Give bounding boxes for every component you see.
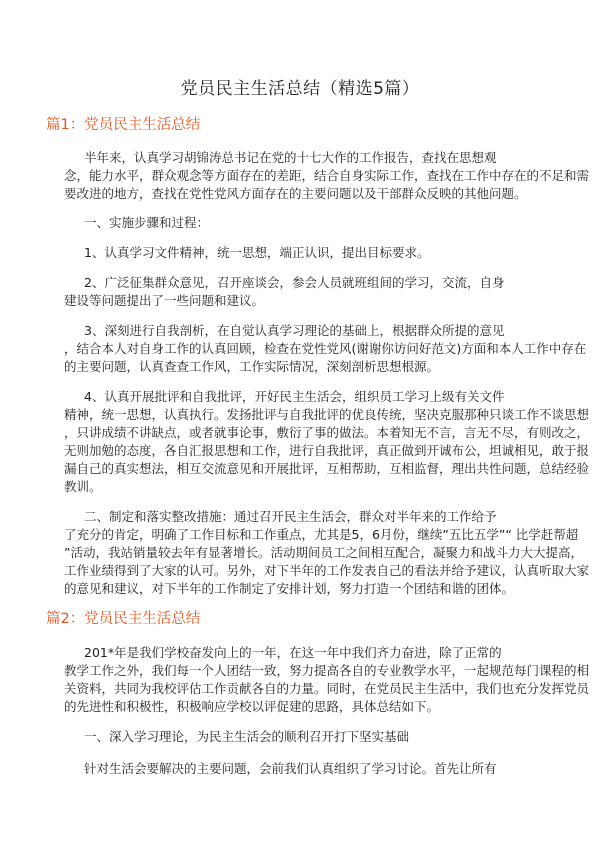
paragraph-line: ”活动，我站销量较去年有显著增长。活动期间员工之间相互配合，凝聚力和战斗力大大提高， [64,545,583,560]
paragraph-line: ，只讲成绩不讲缺点，或者就事论事，敷衍了事的做法。本着知无不言，言无不尽，有则改之， [64,425,590,440]
section-2-heading: 篇2：党员民主生活总结 [46,611,201,627]
paragraph-line: 一、深入学习理论，为民主生活会的顺利召开打下坚实基础 [84,729,410,744]
paragraph-line: 的意见和建议，对下半年的工作制定了安排计划，努力打造一个团结和谐的团体。 [64,581,515,596]
paragraph-line: 了充分的肯定，明确了工作目标和工作重点，尤其是5，6月份，继续”五比五学”“ 比学赶帮超 [64,527,579,542]
paragraph-line: 无则加勉的态度，各自汇报思想和工作，进行自我批评，真正做到开诚布公，坦诚相见，敢于报 [64,443,590,458]
paragraph-line: 念，能力水平，群众观念等方面存在的差距，结合自身实际工作，查找在工作中存在的不足和需 [64,168,590,183]
paragraph-line: 3、深刻进行自我剖析，在自觉认真学习理论的基础上，根据群众所提的意见 [84,323,505,338]
paragraph-line: 漏自己的真实想法，相互交流意见和开展批评，互相帮助，互相监督，理出共性问题，总结经验 [64,461,590,476]
paragraph-line: 4、认真开展批评和自我批评，开好民主生活会，组织员工学习上级有关文件 [84,389,505,404]
paragraph-line: 针对生活会要解决的主要问题，会前我们认真组织了学习讨论。首先让所有 [84,761,497,776]
section-1-heading: 篇1：党员民主生活总结 [46,117,201,133]
paragraph-line: 教学工作之外，我们每一个人团结一致，努力提高各自的专业教学水平，一起规范每门课程的相 [64,663,590,678]
paragraph-line: 1、认真学习文件精神，统一思想，端正认识，提出目标要求。 [84,245,430,260]
paragraph-line: 要改进的地方，查找在党性党风方面存在的主要问题以及干部群众反映的其他问题。 [64,186,527,201]
document-title: 党员民主生活总结（精选5篇） [180,79,420,99]
paragraph-line: 精神，统一思想，认真执行。发扬批评与自我批评的优良传统，坚决克服那种只谈工作不谈思想 [64,407,590,422]
paragraph-line: 二、制定和落实整改措施：通过召开民主生活会，群众对半年来的工作给予 [84,509,497,524]
paragraph-line: 一、实施步骤和过程： [84,215,210,230]
paragraph-line: 关资料，共同为我校评估工作贡献各自的力量。同时，在党员民主生活中，我们也充分发挥党员 [64,681,590,696]
paragraph-line: 教训。 [64,479,102,494]
paragraph-line: 201*年是我们学校奋发向上的一年，在这一年中我们齐力奋进，除了正常的 [84,645,502,660]
paragraph-line: 的主要问题，认真查查工作风，工作实际情况，深刻剖析思想根源。 [64,359,440,374]
paragraph-line: 的先进性和积极性，积极响应学校以评促建的思路，具体总结如下。 [64,699,440,714]
paragraph-line: 工作业绩得到了大家的认可。另外，对下半年的工作发表自己的看法并给予建议，认真听取大家 [64,563,590,578]
paragraph-line: 建设等问题提出了一些问题和建议。 [64,293,265,308]
paragraph-line: 半年来，认真学习胡锦涛总书记在党的十七大作的工作报告，查找在思想观 [84,150,497,165]
paragraph-line: 2、广泛征集群众意见，召开座谈会，参会人员就班组间的学习，交流，自身 [84,275,505,290]
paragraph-line: ，结合本人对自身工作的认真回顾，检查在党性党风(谢谢你访问好范文)方面和本人工作中存在 [64,341,587,356]
